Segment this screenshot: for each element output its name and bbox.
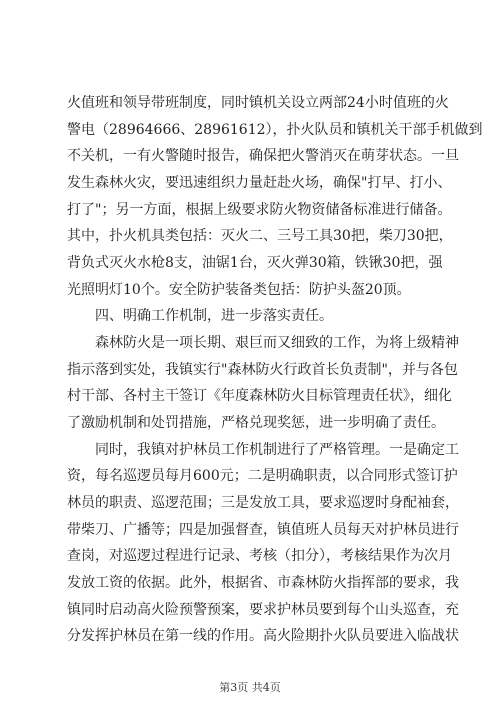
text-line: 林员的职责、巡逻范围；三是发放工具，要求巡逻时身配袖套， (67, 495, 459, 511)
text-line: 警电（28964666、28961612），扑火队员和镇机关干部手机做到 (67, 122, 483, 138)
text-line: 不关机，一有火警随时报告，确保把火警消灭在萌芽状态。一旦 (67, 148, 459, 164)
text-line: 光照明灯10个。安全防护装备类包括：防护头盔20顶。 (67, 282, 411, 298)
text-line: 资，每名巡逻员每月600元；二是明确职责，以合同形式签订护 (67, 468, 458, 484)
text-line: 村干部、各村主干签订《年度森林防火目标管理责任状》，细化 (67, 388, 452, 404)
text-line: 带柴刀、广播等；四是加强督查，镇值班人员每天对护林员进行 (67, 522, 459, 538)
text-line: 分发挥护林员在第一线的作用。高火险期扑火队员要进入临战状 (67, 628, 459, 644)
text-line: 其中，扑火机具类包括：灭火二、三号工具30把，柴刀30把， (67, 228, 453, 244)
text-line: 镇同时启动高火险预警预案，要求护林员要到每个山头巡查，充 (67, 602, 459, 618)
section-heading: 四、明确工作机制，进一步落实责任。 (95, 308, 333, 324)
text-line: 发生森林火灾，要迅速组织力量赶赴火场，确保"打早、打小、 (67, 175, 452, 191)
text-line: 发放工资的依据。此外，根据省、市森林防火指挥部的要求，我 (67, 575, 459, 591)
text-line: 背负式灭火水枪8支，油锯1台，灭火弹30箱，铁锹30把，强 (67, 255, 443, 271)
text-line: 了激励机制和处罚措施，严格兑现奖惩，进一步明确了责任。 (67, 415, 445, 431)
text-line: 火值班和领导带班制度，同时镇机关设立两部24小时值班的火 (67, 95, 449, 111)
text-line: 同时，我镇对护林员工作机制进行了严格管理。一是确定工 (95, 442, 459, 458)
text-line: 指示落到实处，我镇实行"森林防火行政首长负责制"，并与各包 (67, 362, 458, 378)
text-line: 打了"；另一方面，根据上级要求防火物资储备标准进行储备。 (67, 202, 452, 218)
text-line: 查岗，对巡逻过程进行记录、考核（扣分），考核结果作为次月 (67, 548, 452, 564)
text-line: 森林防火是一项长期、艰巨而又细致的工作，为将上级精神 (95, 335, 459, 351)
page-footer: 第3页 共4页 (219, 681, 281, 694)
